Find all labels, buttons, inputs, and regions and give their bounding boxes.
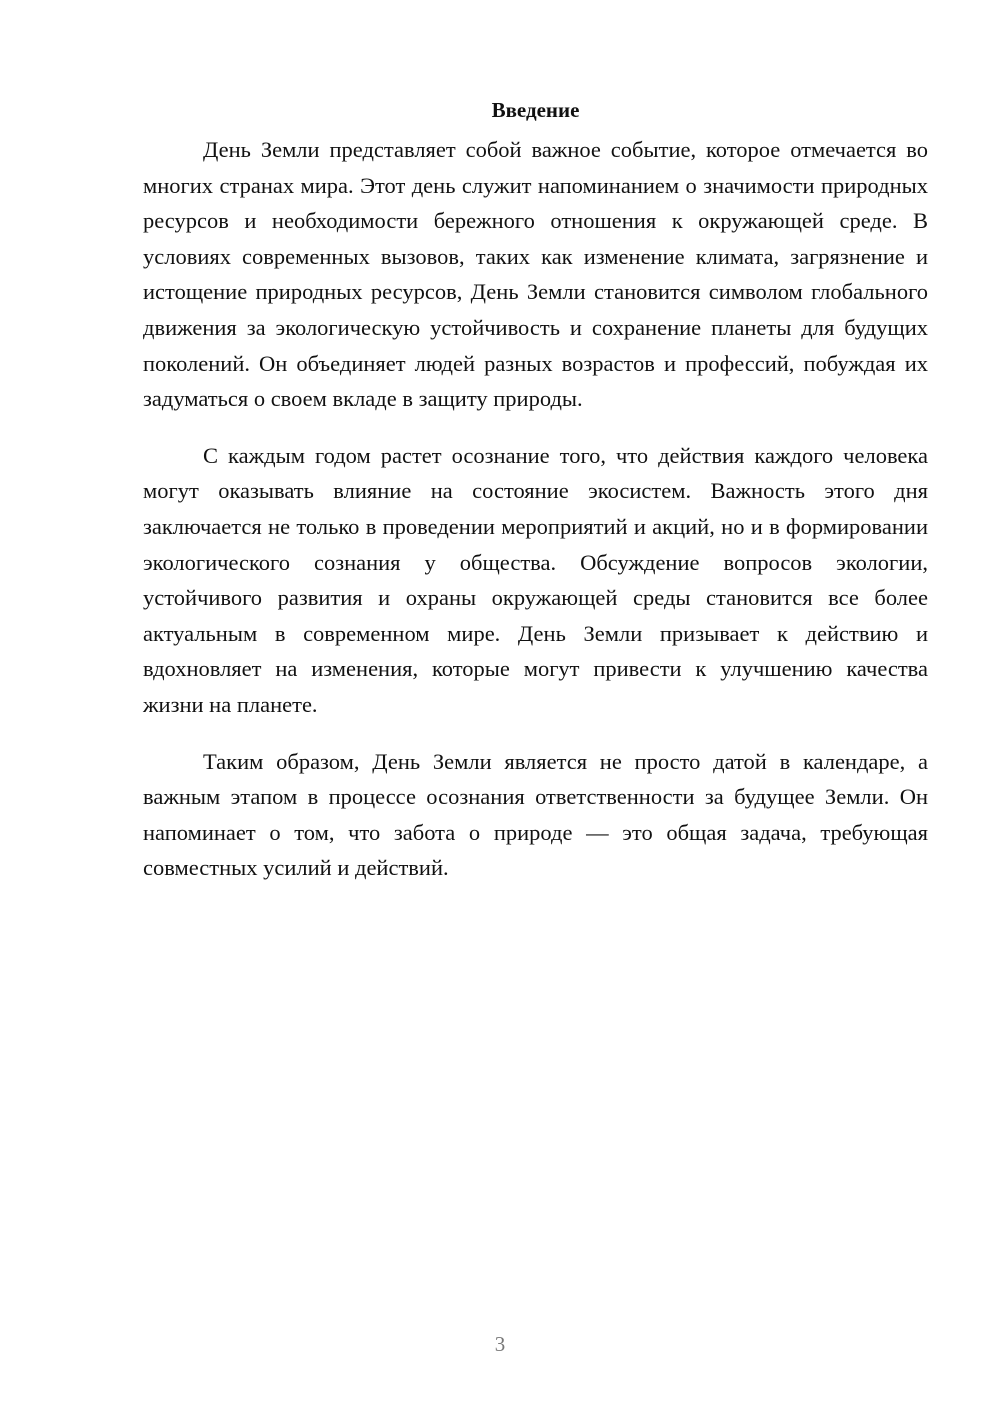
paragraph-2: С каждым годом растет осознание того, что действия каждого человека могут оказывать влияние на состояние экосистем. Важность этого дня заключается не только в проведении мероприятий и акций, но и в формировании экологического сознания у общества. Обсуждение вопросов экологии, устойчивого развития и охраны окружающей среды становится все более актуальным в современном мире. День Земли призывает к действию и вдохновляет на изменения, которые могут привести к улучшению качества жизни на планете.	[143, 442, 928, 717]
paragraph-1: День Земли представляет собой важное событие, которое отмечается во многих странах мира. Этот день служит напоминанием о значимости природных ресурсов и необходимости бережного отношения к окружающей среде. В условиях современных вызовов, таких как изменение климата, загрязнение и истощение природных ресурсов, День Земли становится символом глобального движения за экологическую устойчивость и сохранение планеты для будущих поколений. Он объединяет людей разных возрастов и профессий, побуждая их задуматься о своем вкладе в защиту природы.	[143, 137, 928, 412]
document-page	[143, 92, 928, 907]
page-number: 3	[494, 1332, 506, 1356]
section-title: Введение	[491, 98, 580, 122]
paragraph-3: Таким образом, День Земли является не просто датой в календаре, а важным этапом в процессе осознания ответственности за будущее Земли. Он напоминает о том, что забота о природе — это общая задача, требующая совместных усилий и действий.	[143, 748, 928, 881]
